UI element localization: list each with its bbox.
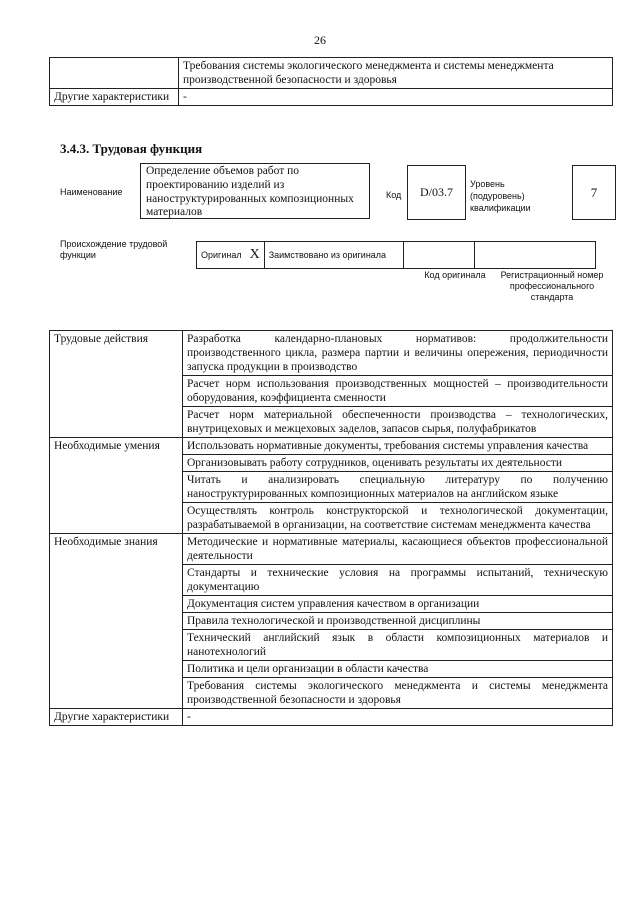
- table-row: [50, 709, 613, 726]
- origin-mark: X: [246, 242, 265, 269]
- section-label: Необходимые знания: [50, 534, 183, 709]
- level-label: [470, 178, 531, 214]
- section-item: Использовать нормативные документы, требования системы управления качества: [183, 438, 613, 455]
- table-row: [50, 58, 613, 89]
- section-item: Расчет норм использования производственных мощностей – производительности оборудования, коэффициента сменности: [183, 376, 613, 407]
- section-label: Необходимые умения: [50, 438, 183, 534]
- origin-code-cell: [403, 242, 474, 269]
- section-label: Другие характеристики: [50, 709, 183, 726]
- table-row: [197, 242, 596, 269]
- origin-borrowed: Заимствовано из оригинала: [264, 242, 403, 269]
- section-item: Осуществлять контроль конструкторской и технологической документации, разрабатываемой в организации, на соответствие системам менеджмента качества: [183, 503, 613, 534]
- level-label-line: квалификации: [470, 203, 531, 214]
- name-label: Наименование: [60, 187, 123, 197]
- origin-original: Оригинал: [197, 242, 246, 269]
- section-item: Методические и нормативные материалы, касающиеся объектов профессиональной деятельности: [183, 534, 613, 565]
- table-row: [50, 89, 613, 106]
- level-label-line: Уровень: [470, 179, 505, 189]
- section-item: Организовывать работу сотрудников, оценивать результаты их деятельности: [183, 455, 613, 472]
- page-number: 26: [314, 33, 326, 47]
- code-original-caption: Код оригинала: [424, 270, 486, 280]
- qualification-level-value: 7: [590, 184, 598, 200]
- table-row: [50, 331, 613, 376]
- origin-table: [196, 241, 596, 269]
- table-row: [50, 534, 613, 565]
- section-item: Технический английский язык в области композиционных материалов и нанотехнологий: [183, 630, 613, 661]
- reg-number-caption: Регистрационный номер профессионального стандарта: [500, 270, 604, 302]
- section-label: Трудовые действия: [50, 331, 183, 438]
- section-item: Расчет норм материальной обеспеченности производства – технологических, внутрицеховых и межцеховых заделов, запасов сырья, полуфабрикатов: [183, 407, 613, 438]
- section-item: Разработка календарно-плановых нормативов: продолжительности производственного цикла, размера партии и величины опережения, периодичности запуска продукции в производство: [183, 331, 613, 376]
- section-item: Требования системы экологического менеджмента и системы менеджмента производственной безопасности и здоровья: [183, 678, 613, 709]
- section-item: Правила технологической и производственной дисциплины: [183, 613, 613, 630]
- row-label: Другие характеристики: [50, 89, 179, 106]
- table-cell-empty: [50, 58, 179, 89]
- origin-label: Происхождение трудовой функции: [60, 239, 168, 260]
- table-cell: Требования системы экологического менеджмента и системы менеджмента производственной безопасности и здоровья: [179, 58, 613, 89]
- function-code-value: D/03.7: [420, 185, 453, 200]
- origin-reg-cell: [474, 242, 595, 269]
- table-row: [50, 438, 613, 455]
- section-heading: 3.4.3. Трудовая функция: [60, 141, 203, 156]
- section-item: Читать и анализировать специальную литературу по получению наноструктурированных композиционных материалов на английском языке: [183, 472, 613, 503]
- function-details-body: [50, 331, 613, 726]
- section-item: Стандарты и технические условия на программы испытаний, техническую документацию: [183, 565, 613, 596]
- section-item: Политика и цели организации в области качества: [183, 661, 613, 678]
- code-label: Код: [386, 190, 402, 200]
- level-label-line: (подуровень): [470, 191, 525, 202]
- function-name: Определение объемов работ по проектированию изделий из наноструктурированных композиционных материалов: [140, 163, 370, 219]
- section-item: -: [183, 709, 613, 726]
- function-code: [407, 165, 466, 220]
- section-item: Документация систем управления качеством в организации: [183, 596, 613, 613]
- table-cell: -: [179, 89, 613, 106]
- function-details-table: [49, 330, 613, 726]
- qualification-level: [572, 165, 616, 220]
- continued-table: [49, 57, 613, 106]
